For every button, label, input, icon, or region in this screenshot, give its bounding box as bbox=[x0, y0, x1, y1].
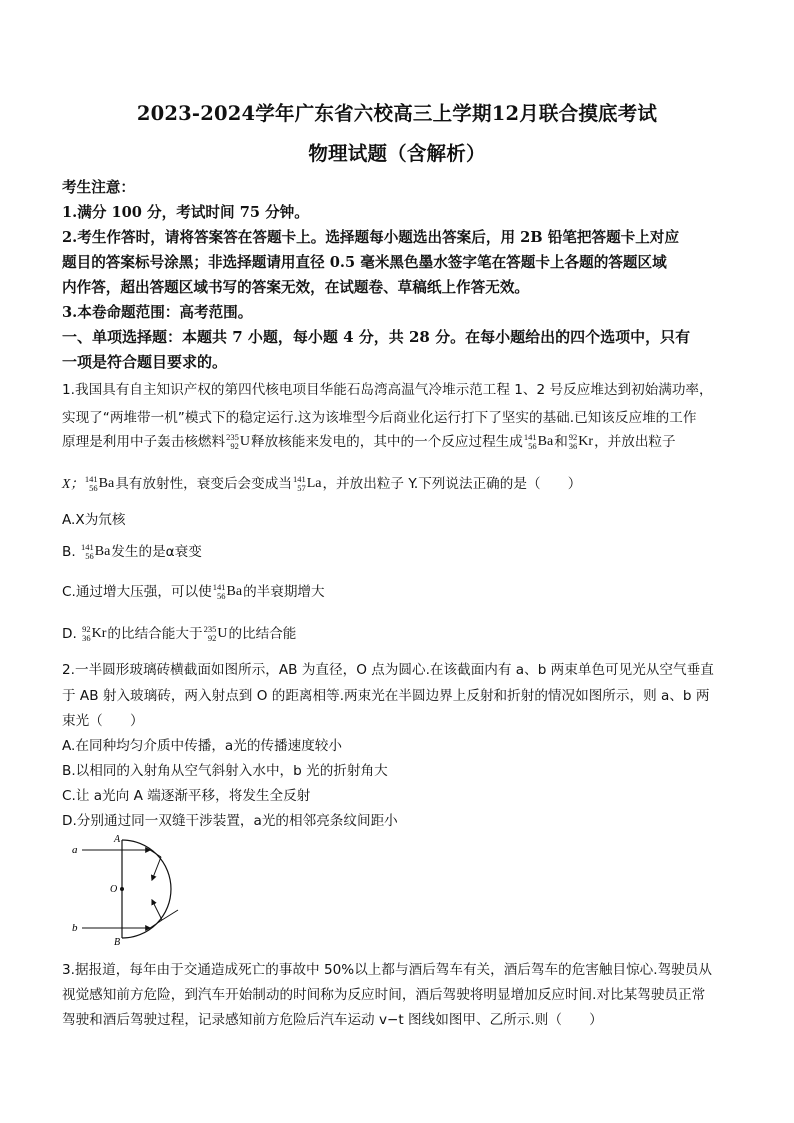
ray-b-refracted bbox=[162, 910, 178, 920]
isotope-ba141: 141 56 Ba bbox=[212, 582, 243, 601]
label-B: B bbox=[114, 937, 121, 948]
page-title: 2023-2024学年广东省六校高三上学期12月联合摸底考试 bbox=[136, 102, 658, 125]
notice-heading: 考生注意： bbox=[62, 179, 135, 196]
q3-stem-line: 驾驶和酒后驾驶过程，记录感知前方危险后汽车运动 v−t 图线如图甲、乙所示.则（ ） bbox=[62, 1012, 603, 1028]
q1-stem-line: 实现了“两堆带一机”模式下的稳定运行.这为该堆型今后商业化运行打下了坚实的基础.已知该反应堆的工作 bbox=[62, 410, 697, 426]
page-subtitle: 物理试题（含解析） bbox=[308, 142, 486, 165]
label-O: O bbox=[110, 884, 118, 895]
isotope-kr92: 92 36 Kr bbox=[568, 432, 594, 451]
q1-option-b: B. 141 56 Ba发生的是α衰变 bbox=[62, 542, 202, 561]
notice-item: 2.考生作答时，请将答案答在答题卡上。选择题每小题选出答案后，用 2B 铅笔把答题卡上对应 bbox=[62, 229, 680, 246]
semicircle-glass-diagram bbox=[66, 832, 216, 948]
q2-option-b: B.以相同的入射角从空气斜射入水中，b 光的折射角大 bbox=[62, 763, 388, 779]
q1-option-c: C.通过增大压强，可以使 141 56 Ba的半衰期增大 bbox=[62, 582, 325, 601]
ray-b-reflected bbox=[152, 900, 162, 920]
isotope-kr92: 92 36 Kr bbox=[82, 624, 107, 643]
q2-option-c: C.让 a光向 A 端逐渐平移，将发生全反射 bbox=[62, 788, 311, 804]
ray-a-reflected bbox=[152, 857, 161, 880]
section-heading: 一、单项选择题：本题共 7 小题，每小题 4 分，共 28 分。在每小题给出的四个选项中，只有 bbox=[62, 328, 691, 346]
label-A: A bbox=[114, 834, 121, 845]
q1-option-d: D. 92 36 Kr的比结合能大于 235 92 U的比结合能 bbox=[62, 624, 297, 643]
isotope-u235: 235 92 U bbox=[226, 432, 250, 451]
isotope-u235: 235 92 U bbox=[203, 624, 228, 643]
section-heading-cont: 一项是符合题目要求的。 bbox=[62, 353, 228, 371]
q2-stem-line: 2.一半圆形玻璃砖横截面如图所示，AB 为直径，O 点为圆心.在该截面内有 a、b 两束单色可见光从空气垂直 bbox=[62, 662, 714, 678]
q2-stem-line: 束光（ ） bbox=[62, 713, 144, 729]
q2-option-a: A.在同种均匀介质中传播，a光的传播速度较小 bbox=[62, 738, 342, 754]
label-b: b bbox=[72, 922, 78, 934]
q1-option-a: A.X为氘核 bbox=[62, 512, 126, 528]
q2-option-d: D.分别通过同一双缝干涉装置，a光的相邻亮条纹间距小 bbox=[62, 813, 398, 829]
semicircle-boundary bbox=[122, 840, 171, 938]
label-a: a bbox=[72, 844, 78, 856]
isotope-ba141: 141 56 Ba bbox=[84, 474, 115, 493]
isotope-la141: 141 57 La bbox=[292, 474, 322, 493]
q3-stem-line: 3.据报道，每年由于交通造成死亡的事故中 50%以上都与酒后驾车有关，酒后驾车的危害触目惊心.驾驶员从 bbox=[62, 962, 712, 978]
notice-item: 1.满分 100 分，考试时间 75 分钟。 bbox=[62, 204, 309, 221]
q1-stem-line: 原理是利用中子轰击核燃料 235 92 U释放核能来发电的，其中的一个反应过程生成 141 56 Ba和 92 36 Kr，并放出粒子 bbox=[62, 432, 676, 451]
isotope-ba141: 141 56 Ba bbox=[523, 432, 554, 451]
notice-item: 题目的答案标号涂黑；非选择题请用直径 0.5 毫米黑色墨水签字笔在答题卡上各题的答题区域 bbox=[62, 254, 667, 271]
notice-item: 内作答，超出答题区域书写的答案无效，在试题卷、草稿纸上作答无效。 bbox=[62, 279, 530, 296]
notice-item: 3.本卷命题范围：高考范围。 bbox=[62, 304, 253, 321]
q1-stem-line: X； 141 56 Ba具有放射性，衰变后会变成当 141 57 La，并放出粒子 Y.下列说法正确的是（ ） bbox=[62, 474, 582, 493]
q1-stem-line: 1.我国具有自主知识产权的第四代核电项目华能石岛湾高温气冷堆示范工程 1、2 号反应堆达到初始满功率， bbox=[62, 382, 713, 398]
q2-stem-line: 于 AB 射入玻璃砖，两入射点到 O 的距离相等.两束光在半圆边界上反射和折射的情况如图所示，则 a、b 两 bbox=[62, 688, 710, 704]
isotope-ba141: 141 56 Ba bbox=[80, 542, 111, 561]
q3-stem-line: 视觉感知前方危险，到汽车开始制动的时间称为反应时间，酒后驾驶将明显增加反应时间.对比某驾驶员正常 bbox=[62, 987, 706, 1003]
